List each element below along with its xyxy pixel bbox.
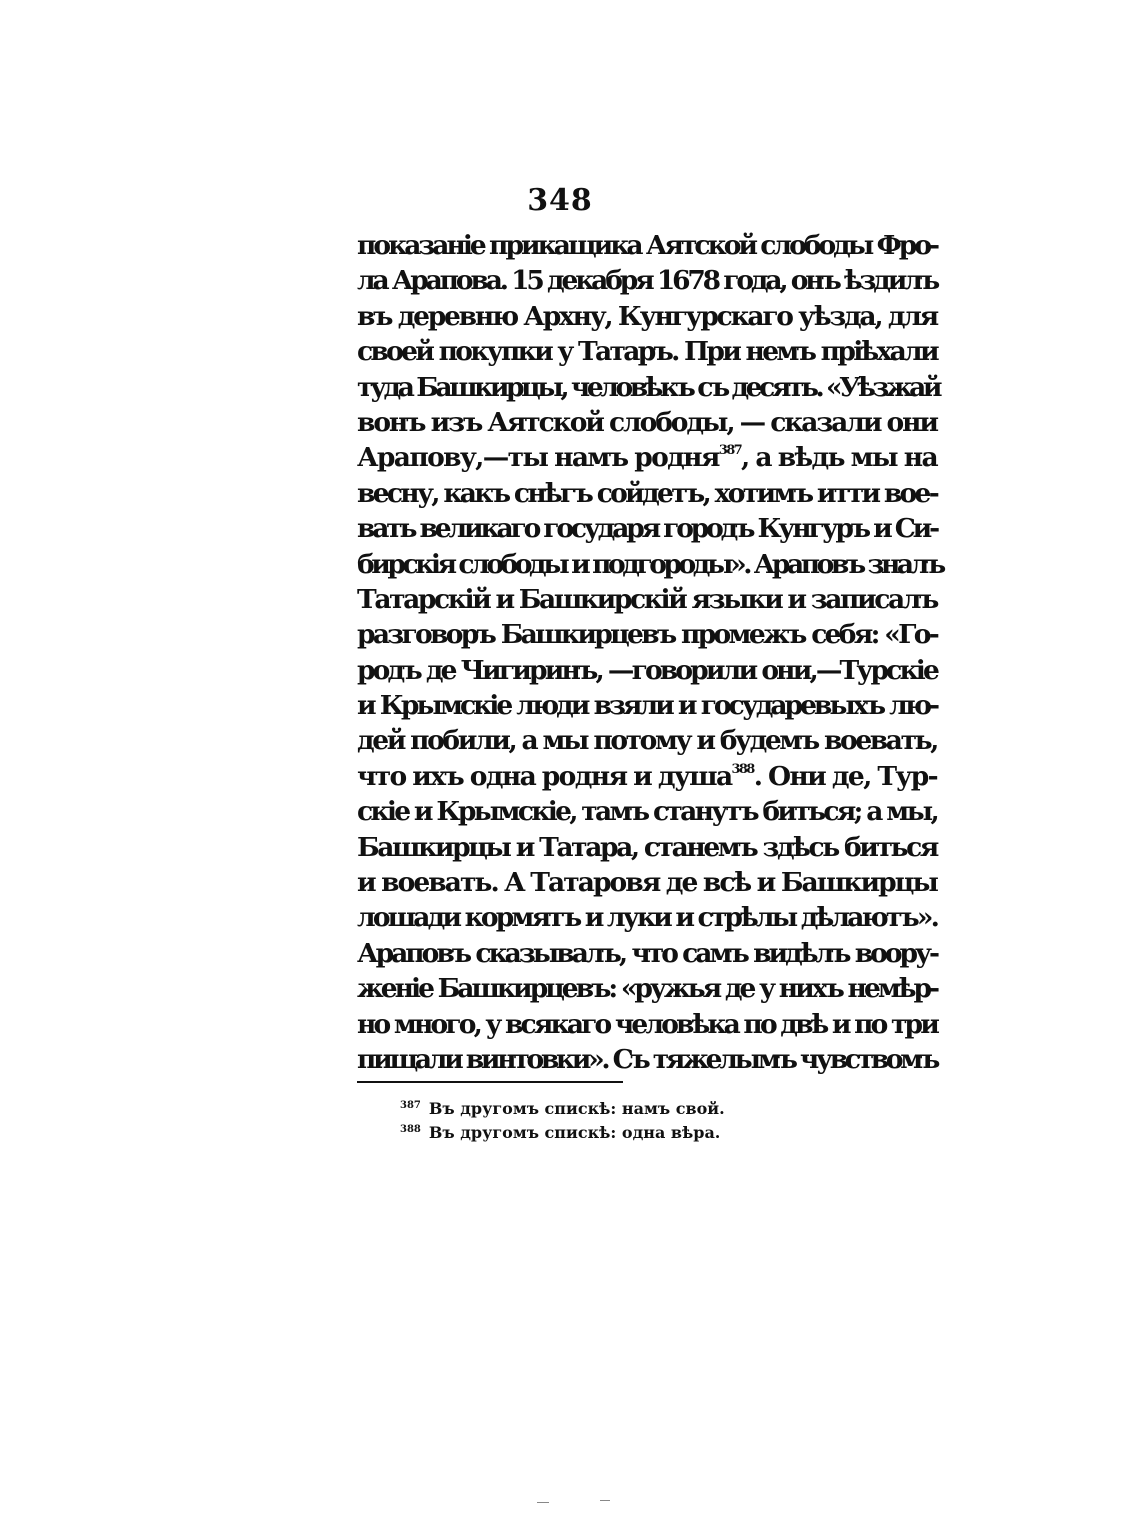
text-segment: , а вѣдь мы на [741, 442, 937, 474]
text-line: въ деревню Архну, Кунгурскаго уѣзда, для [357, 300, 937, 332]
text-line: родъ де Чигиринъ, —говорили они,—Турскіе [357, 654, 937, 686]
scan-speck [537, 1502, 549, 1503]
footnotes [400, 1094, 900, 1142]
text-line: вать великаго государя городъ Кунгуръ и Си- [357, 513, 937, 545]
text-line: показаніе прикащика Аятской слободы Фро- [357, 230, 937, 261]
text-line: женіе Башкирцевъ: «ружья де у нихъ немѣр- [357, 973, 937, 1005]
text-line: лошади кормятъ и луки и стрѣлы дѣлаютъ». [357, 902, 937, 934]
footnote-divider [357, 1081, 623, 1083]
text-line: но много, у всякаго человѣка по двѣ и по три [357, 1008, 937, 1040]
page-number: 348 [527, 183, 593, 218]
text-line: скіе и Крымскіе, тамъ станутъ биться; а мы, [357, 796, 937, 828]
footnote-reference-388: 388 [731, 761, 754, 777]
text-segment: что ихъ одна родня и душа [357, 760, 732, 792]
text-line: вонъ изъ Аятской слободы, — сказали они [357, 406, 937, 438]
text-segment: . Они де, Тур- [753, 760, 937, 792]
footnote-mark: 388 [400, 1124, 421, 1135]
text-line: Араповъ сказывалъ, что самъ видѣлъ воору- [357, 937, 937, 969]
text-line: дей побили, а мы потому и будемъ воевать, [357, 725, 937, 757]
text-line: и Крымскіе люди взяли и государевыхъ лю- [357, 690, 937, 722]
scan-speck [600, 1500, 610, 1501]
footnote-mark: 387 [400, 1100, 421, 1111]
text-line [357, 440, 937, 475]
text-line: бирскія слободы и подгороды». Араповъ зналъ [357, 548, 943, 580]
footnote-text: Въ другомъ спискѣ: намъ свой. [428, 1099, 725, 1118]
text-line: ла Арапова. 15 декабря 1678 года, онъ ѣздилъ [357, 265, 937, 297]
body-text [357, 228, 943, 1077]
text-line [357, 759, 937, 794]
text-line: и воевать. А Татаровя де всѣ и Башкирцы [357, 867, 937, 899]
text-segment: Арапову,—ты намъ родня [357, 442, 719, 474]
text-line: разговоръ Башкирцевъ промежъ себя: «Го- [357, 619, 937, 651]
text-line: Татарскій и Башкирскій языки и записалъ [357, 583, 937, 615]
footnote [400, 1094, 900, 1118]
footnote [400, 1118, 900, 1142]
text-line: пищали винтовки». Съ тяжелымъ чувствомъ [357, 1043, 937, 1075]
text-line: Башкирцы и Татара, станемъ здѣсь биться [357, 831, 937, 863]
text-line: весну, какъ снѣгъ сойдетъ, хотимъ итти вое- [357, 477, 937, 509]
footnote-reference-387: 387 [718, 443, 742, 459]
text-line: туда Башкирцы, человѣкъ съ десять. «Уѣзжай [357, 371, 940, 403]
footnote-text: Въ другомъ спискѣ: одна вѣра. [428, 1123, 721, 1142]
text-line: своей покупки у Татаръ. При немъ пріѣхали [357, 336, 937, 368]
